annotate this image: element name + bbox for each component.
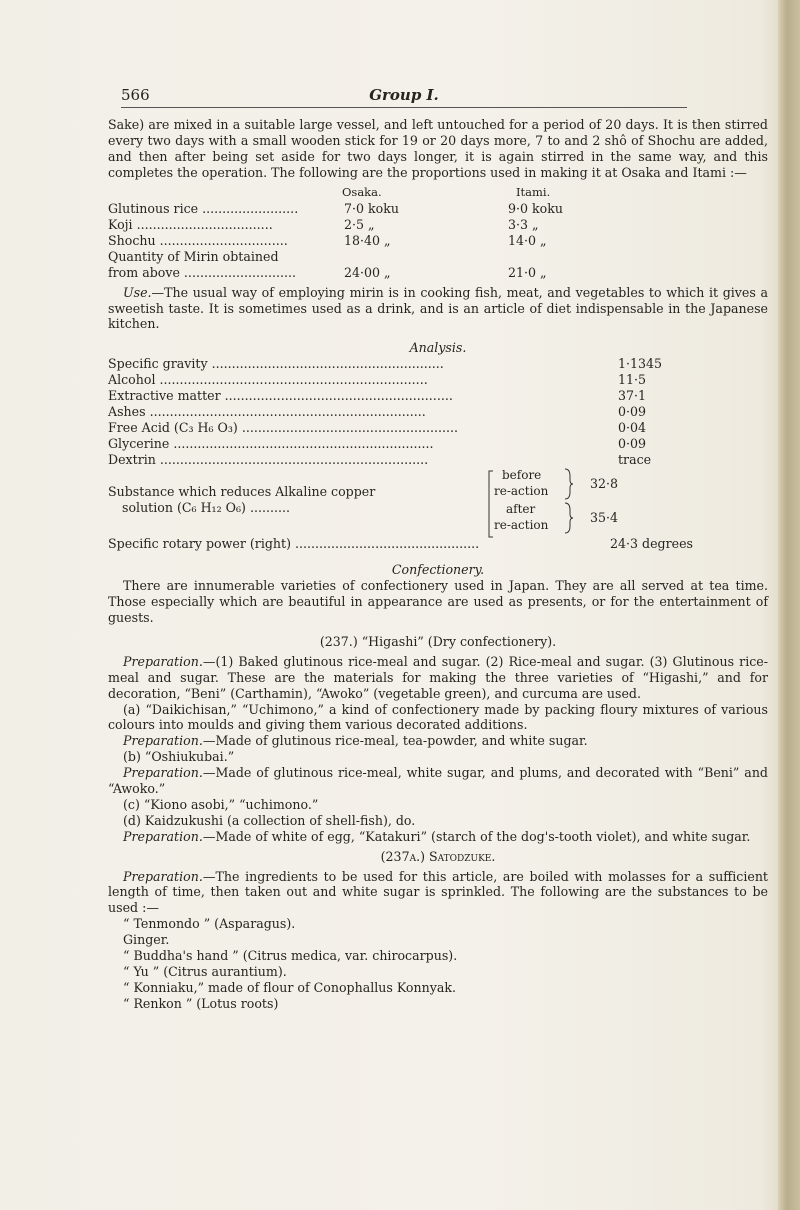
list-item: “ Konniaku,” made of flour of Conophallus Konnyak.: [123, 979, 456, 995]
after-reaction-label: re-action: [494, 518, 549, 533]
row-label: Koji ..................................: [108, 216, 273, 232]
row-label: from above ............................: [108, 264, 297, 280]
prep-label: Preparation.: [123, 828, 203, 844]
paragraph-higashi-d: (d) Kaidzukushi (a collection of shell-fish), do.: [123, 812, 416, 828]
table-row: [108, 201, 768, 217]
table-row: [108, 249, 768, 265]
row-label: Free Acid (C₃ H₆ O₃) ......................................................: [108, 420, 459, 436]
row-label: Glutinous rice ........................: [108, 200, 299, 216]
row-value: 0·09: [618, 404, 647, 420]
prep-label: Preparation.: [123, 733, 203, 749]
osaka-value: 2·5 „: [344, 216, 375, 232]
list-item: “ Yu ” (Citrus aurantium).: [123, 964, 287, 979]
paragraph-confectionery: There are innumerable varieties of confectionery used in Japan. They are all served at tea time. Those especially which are beautiful in appearance are used as presents, or for the entertainment of guests.: [108, 578, 768, 625]
row-value: 24·3 degrees: [610, 536, 694, 552]
table-row: [108, 233, 768, 249]
table-row: [108, 388, 768, 404]
itami-value: 14·0 „: [508, 232, 547, 248]
paragraph-higashi-prep: [108, 654, 768, 702]
ingredient-list: [108, 916, 768, 1011]
page-edge: [778, 0, 800, 1210]
running-head: Group I.: [369, 86, 439, 104]
row-label: Quantity of Mirin obtained: [108, 248, 279, 264]
row-label: Specific rotary power (right) ..............................................: [108, 536, 480, 552]
itami-value: 3·3 „: [508, 216, 539, 232]
paragraph-higashi-prep3: [108, 765, 768, 797]
col-osaka-header: Osaka.: [342, 184, 382, 199]
row-label: Ashes .....................................................................: [108, 404, 426, 420]
prep-text: —Made of glutinous rice-meal, tea-powder, and white sugar.: [202, 733, 588, 749]
paragraph-higashi-prep4: [108, 829, 768, 845]
prep-text: —Made of white of egg, “Katakuri” (starch of the dog's-tooth violet), and white sugar.: [202, 828, 751, 844]
paragraph-higashi-c: (c) “Kiono asobi,” “uchimono.”: [123, 796, 319, 812]
row-label: Specific gravity ..........................................................: [108, 356, 444, 372]
row-value: 0·04: [618, 420, 647, 436]
higashi-heading: (237.) “Higashi” (Dry confectionery).: [319, 633, 557, 649]
page-header: [121, 86, 687, 106]
table-row: [108, 217, 768, 233]
left-bracket-icon: [486, 470, 494, 538]
analysis-table: [108, 356, 768, 556]
proportions-table: [108, 184, 768, 280]
list-item: “ Renkon ” (Lotus roots): [123, 995, 279, 1011]
paragraph-satodzuke-prep: [108, 869, 768, 917]
confectionery-title: Confectionery.: [391, 562, 485, 578]
page-number: 566: [121, 86, 150, 104]
row-value: 1·1345: [618, 356, 663, 372]
table-row: [108, 436, 768, 452]
brace-icon: [564, 502, 574, 534]
substance-label-1: Substance which reduces Alkaline copper: [108, 484, 376, 500]
paragraph-use: [108, 285, 768, 333]
paragraph-sake: Sake) are mixed in a suitable large vessel, and left untouched for a period of 20 days. It is then stirred every two days with a small wooden stick for 19 or 20 days more, 7 to and 2 shô of Shochu are added, and then after being set aside for two days longer, it is again stirred in the same way, and this completes the operation. The following are the proportions used in making it at Osaka and Itami :—: [108, 117, 768, 180]
header-rule: [121, 107, 687, 108]
osaka-value: 7·0 koku: [344, 200, 399, 216]
paragraph-higashi-b: (b) “Oshiukubai.”: [123, 749, 235, 765]
before-value: 32·8: [590, 476, 619, 492]
substance-label-2: solution (C₆ H₁₂ O₆) ..........: [122, 500, 290, 516]
after-label: after: [506, 502, 536, 517]
prep-label: Preparation.: [123, 653, 203, 669]
table-row: [108, 265, 768, 281]
after-value: 35·4: [590, 510, 619, 526]
analysis-title: Analysis.: [409, 340, 467, 356]
prep-label: Preparation.: [123, 765, 203, 781]
row-label: Shochu ................................: [108, 232, 288, 248]
row-value: 37·1: [618, 388, 647, 404]
prep-text: —Made of glutinous rice-meal, white sugar, and plums, and decorated with “Beni” and “Awoko.”: [108, 765, 768, 797]
col-itami-header: Itami.: [516, 184, 551, 199]
row-label: Alcohol ...................................................................: [108, 372, 428, 388]
table-row: [108, 372, 768, 388]
list-item: “ Buddha's hand ” (Citrus medica, var. chirocarpus).: [123, 948, 458, 964]
row-value: 0·09: [618, 436, 647, 452]
prep-text: —The ingredients to be used for this article, are boiled with molasses for a sufficient length of time, then taken out and white sugar is sprinkled. The following are the substances to be used :—: [108, 868, 768, 916]
brace-icon: [564, 468, 574, 500]
list-item: Ginger.: [123, 932, 170, 948]
use-text: —The usual way of employing mirin is in cooking fish, meat, and vegetables to which it gives a sweetish taste. It is sometimes used as a drink, and is an article of diet indispensable in the Japanese kitchen.: [108, 284, 768, 332]
table-row: [108, 420, 768, 436]
prep-text: —(1) Baked glutinous rice-meal and sugar. (2) Rice-meal and sugar. (3) Glutinous rice-meal and sugar. These are the materials for making the three varieties of “Higashi,” and for decoration, “Beni” (Carthamin), “Awoko” (vegetable green), and curcuma are used.: [108, 653, 768, 701]
row-label: Extractive matter .........................................................: [108, 388, 453, 404]
osaka-value: 18·40 „: [344, 232, 391, 248]
prep-label: Preparation.: [123, 868, 203, 884]
itami-value: 9·0 koku: [508, 200, 563, 216]
page-body: [108, 117, 768, 1012]
table-row: [108, 356, 768, 372]
table-row: [108, 536, 768, 552]
row-label: Dextrin ...................................................................: [108, 452, 429, 468]
satodzuke-heading: (237a.) Satodzuke.: [380, 848, 496, 864]
list-item: “ Tenmondo ” (Asparagus).: [123, 916, 296, 932]
paragraph-higashi-a: (a) “Daikichisan,” “Uchimono,” a kind of confectionery made by packing floury mixtures of various colours into moulds and giving them various decorated additions.: [108, 701, 768, 733]
table-row: [108, 404, 768, 420]
before-label: before: [502, 468, 542, 483]
osaka-value: 24·00 „: [344, 264, 391, 280]
use-label: Use.: [123, 284, 152, 300]
paragraph-higashi-prep2: [108, 733, 768, 749]
row-value: trace: [618, 452, 652, 468]
table-row: [108, 452, 768, 468]
itami-value: 21·0 „: [508, 264, 547, 280]
row-value: 11·5: [618, 372, 647, 388]
before-reaction-label: re-action: [494, 484, 549, 499]
row-label: Glycerine .................................................................: [108, 436, 434, 452]
